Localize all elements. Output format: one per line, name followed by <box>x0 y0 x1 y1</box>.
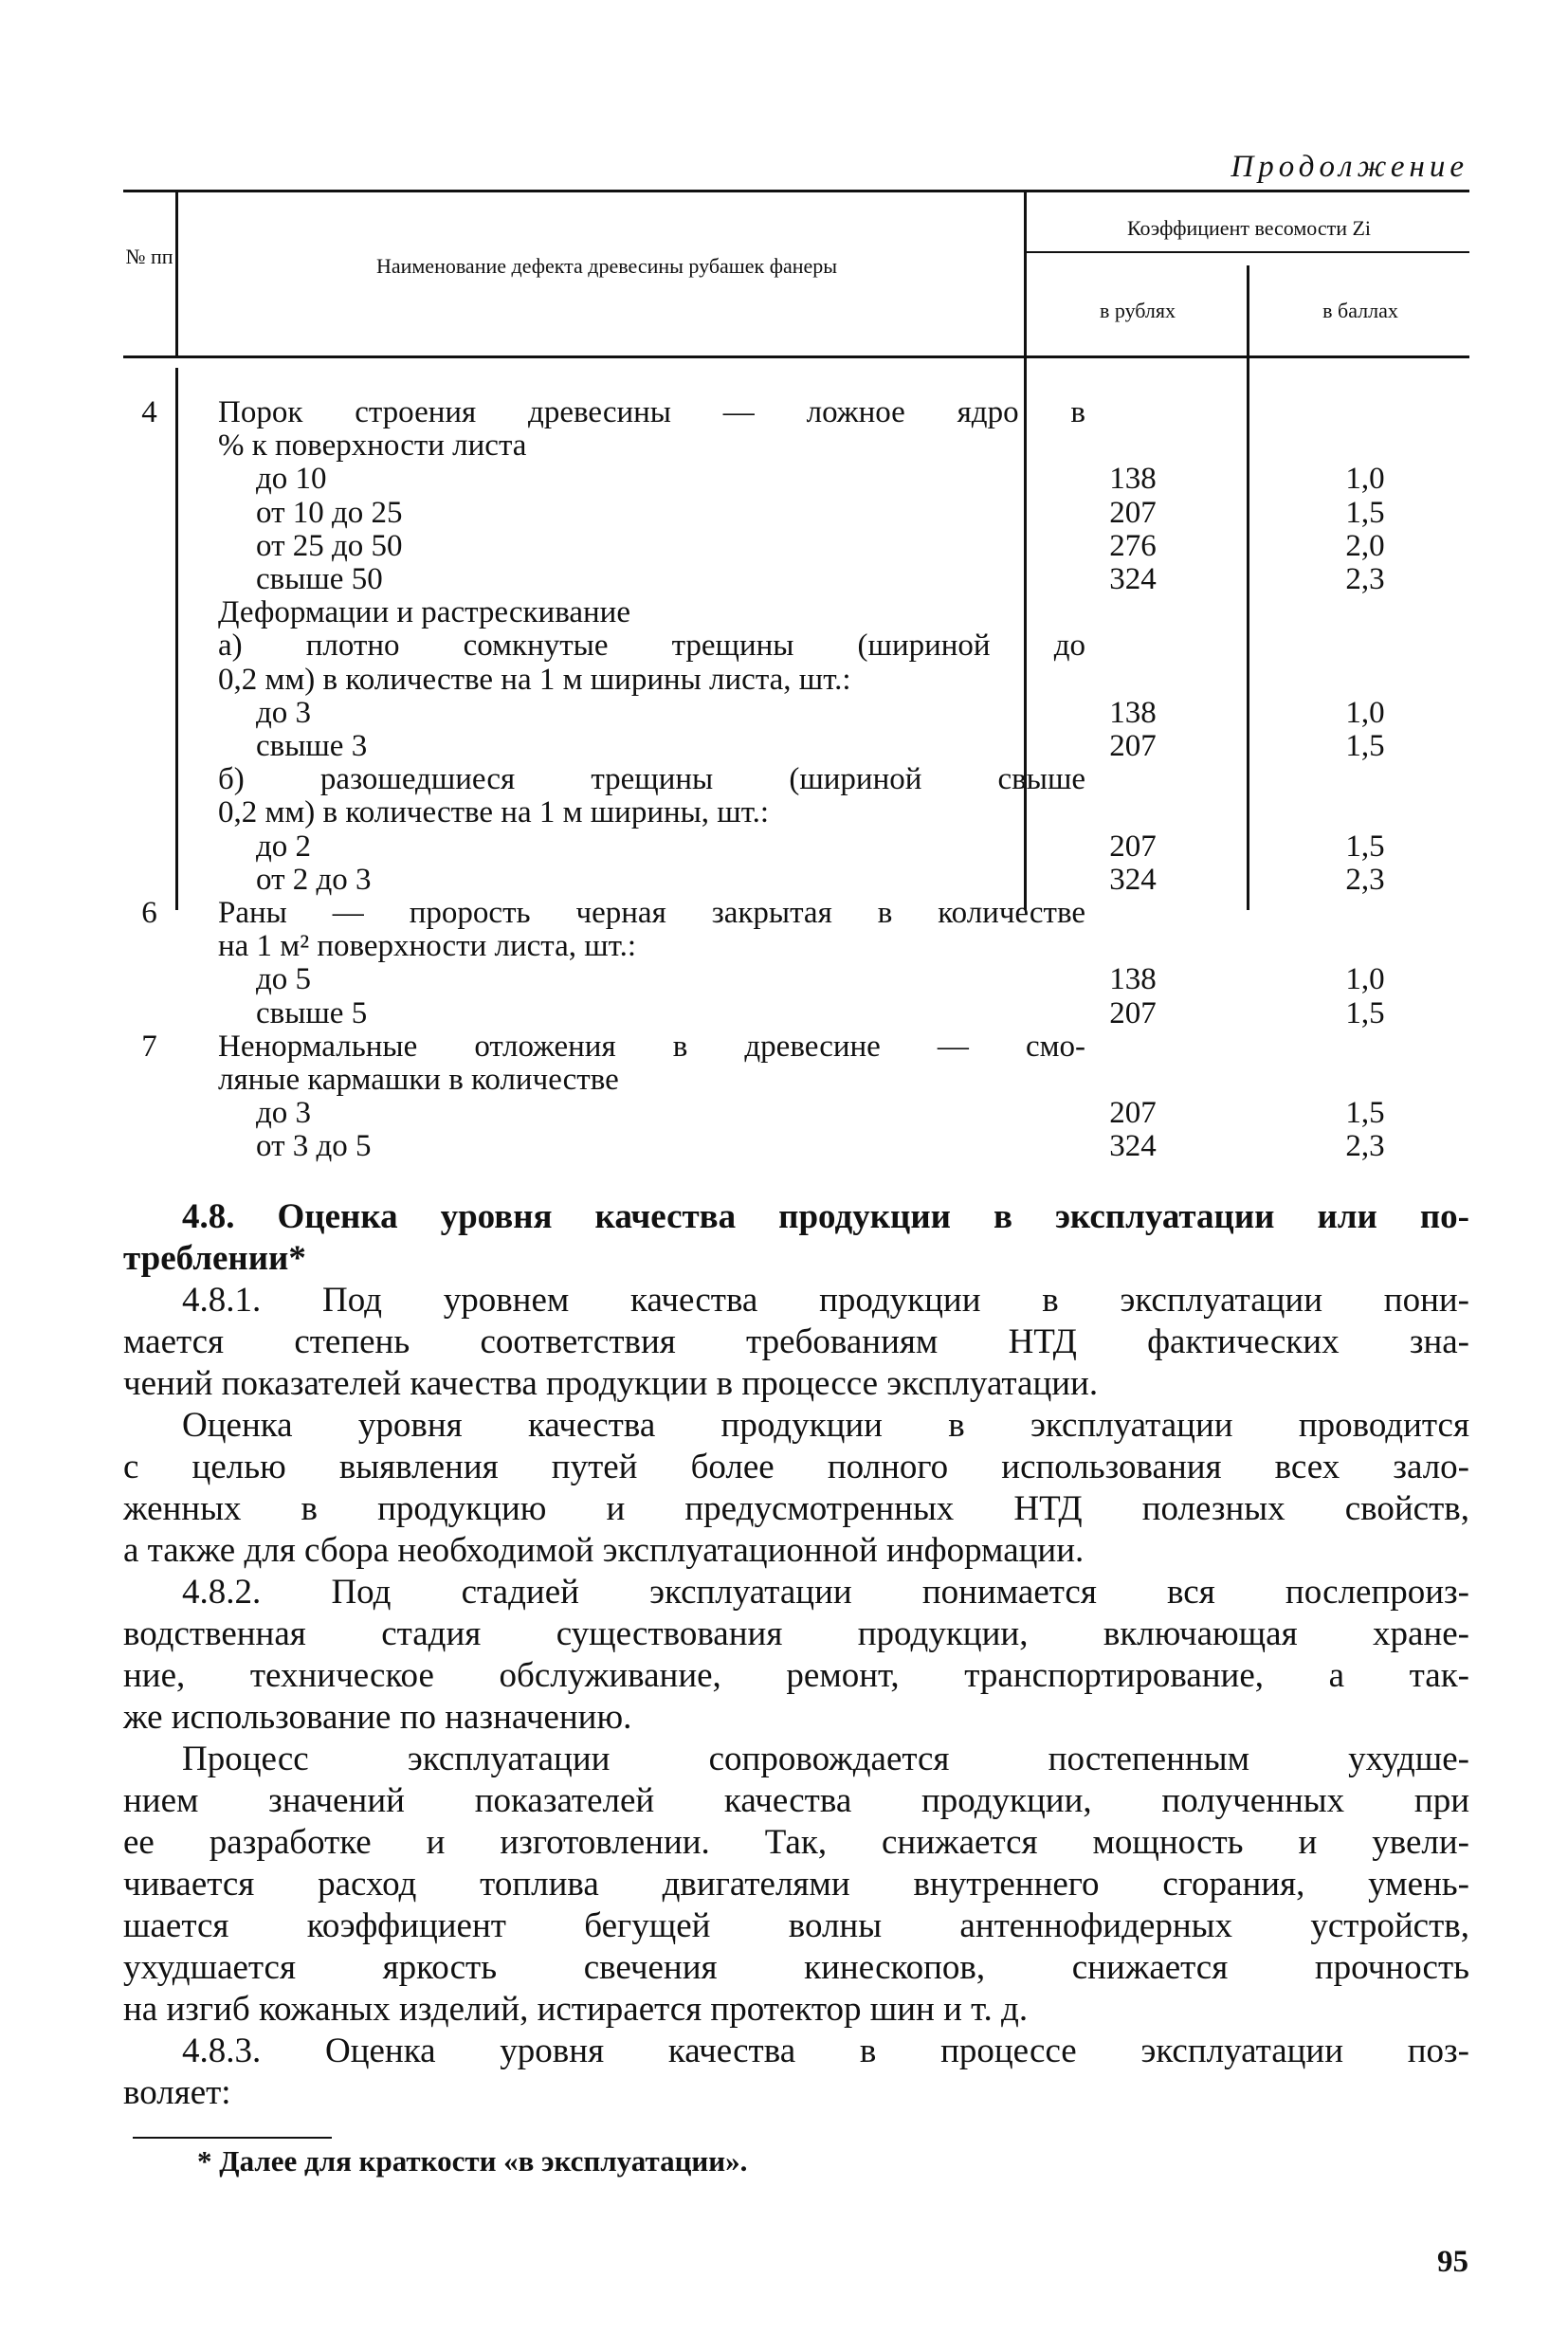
value-points: 1,0 <box>1345 695 1385 730</box>
row-number: 4 <box>141 395 157 429</box>
defect-name: до 3 <box>256 1096 312 1131</box>
value-rubles: 324 <box>1109 562 1157 596</box>
table-row <box>123 763 1469 796</box>
text-line: 4.8.2. Под стадией эксплуатации понимается вся послепроиз- <box>182 1573 1469 1612</box>
value-points: 1,5 <box>1345 995 1385 1030</box>
value-rubles: 207 <box>1109 829 1157 864</box>
table-row <box>123 963 1469 996</box>
defect-name: Раны — пророcть черная закрытая в количестве <box>218 896 1085 930</box>
text-line: женных в продукцию и предусмотренных НТД полезных свойств, <box>123 1489 1469 1528</box>
table-row <box>123 830 1469 864</box>
value-rubles: 207 <box>1109 495 1157 530</box>
text-line: чений показателей качества продукции в процессе эксплуатации. <box>123 1364 1099 1403</box>
text-line: 4.8.1. Под уровнем качества продукции в эксплуатации пони- <box>182 1281 1469 1320</box>
text-line: мается степень соответствия требованиям НТД фактических зна- <box>123 1322 1469 1361</box>
section-heading <box>123 1196 1469 1280</box>
continued-label: Продолжение <box>1231 150 1468 184</box>
table-row <box>123 930 1469 963</box>
row-number: 7 <box>141 1029 157 1064</box>
table-row <box>123 1097 1469 1130</box>
col-header-coef: Коэффициент весомости Zi <box>1126 216 1372 240</box>
defect-name: от 3 до 5 <box>256 1129 372 1164</box>
value-points: 1,5 <box>1345 829 1385 864</box>
text-line: воляет: <box>123 2073 231 2112</box>
col-header-name: Наименование дефекта древесины рубашек фанеры <box>375 254 838 278</box>
table-row <box>123 629 1469 663</box>
defect-name: Деформации и растрескивание <box>218 595 630 630</box>
paragraph-process <box>123 1739 1469 2031</box>
table-row <box>123 463 1469 496</box>
defect-name: до 2 <box>256 829 312 864</box>
value-points: 1,5 <box>1345 1096 1385 1131</box>
text-line: Процесс эксплуатации сопровождается постепенным ухудше- <box>182 1740 1469 1778</box>
defect-name: до 5 <box>256 962 312 997</box>
row-number: 6 <box>141 896 157 930</box>
text-line: с целью выявления путей более полного использования всех зало- <box>123 1448 1469 1486</box>
defect-name: Порок строения древесины — ложное ядро в <box>218 395 1085 429</box>
table-row <box>123 497 1469 530</box>
value-rubles: 276 <box>1109 528 1157 563</box>
defect-name: от 10 до 25 <box>256 495 403 530</box>
text-line: нием значений показателей качества продукции, полученных при <box>123 1781 1469 1820</box>
table-row <box>123 1030 1469 1064</box>
footnote-rule <box>133 2137 332 2139</box>
text-line: а также для сбора необходимой эксплуатационной информации. <box>123 1531 1085 1570</box>
text-line: Оценка уровня качества продукции в эксплуатации проводится <box>182 1406 1469 1445</box>
defect-name: на 1 м² поверхности листа, шт.: <box>218 929 637 964</box>
text-line: ухудшается яркость свечения кинескопов, снижается прочность <box>123 1948 1469 1987</box>
defect-name: ляные кармашки в количестве <box>218 1063 619 1097</box>
table-row <box>123 897 1469 930</box>
table-row <box>123 796 1469 829</box>
table-row <box>123 730 1469 763</box>
text-line: же использование по назначению. <box>123 1698 632 1737</box>
paragraph-4-8-2 <box>123 1572 1469 1739</box>
value-points: 1,5 <box>1345 495 1385 530</box>
defect-name: от 2 до 3 <box>256 862 372 897</box>
value-points: 1,5 <box>1345 729 1385 763</box>
table-row <box>123 530 1469 563</box>
value-rubles: 138 <box>1109 962 1157 997</box>
value-rubles: 138 <box>1109 462 1157 497</box>
defect-name: 0,2 мм) в количестве на 1 м ширины, шт.: <box>218 795 770 830</box>
text-line: 4.8.3. Оценка уровня качества в процессе эксплуатации поз- <box>182 2032 1469 2070</box>
value-points: 2,3 <box>1345 862 1385 897</box>
defect-name: до 10 <box>256 462 327 497</box>
table-row <box>123 997 1469 1030</box>
table-top-rule <box>123 190 1469 192</box>
defect-name: до 3 <box>256 695 312 730</box>
value-points: 2,0 <box>1345 528 1385 563</box>
table-row <box>123 429 1469 463</box>
text-line: на изгиб кожаных изделий, истирается протектор шин и т. д. <box>123 1990 1029 2029</box>
value-rubles: 207 <box>1109 1096 1157 1131</box>
text-line: шается коэффициент бегущей волны антеннофидерных устройств, <box>123 1906 1469 1945</box>
paragraph-4-8-3 <box>123 2031 1469 2114</box>
value-points: 1,0 <box>1345 462 1385 497</box>
value-rubles: 324 <box>1109 1129 1157 1164</box>
defect-name: % к поверхности листа <box>218 428 527 464</box>
defect-name: 0,2 мм) в количестве на 1 м ширины листа, шт.: <box>218 662 851 697</box>
defect-name: свыше 5 <box>256 995 368 1030</box>
table-row <box>123 1064 1469 1097</box>
column-divider <box>175 190 178 356</box>
paragraph-4-8-1 <box>123 1280 1469 1405</box>
paragraph-purpose <box>123 1405 1469 1572</box>
table-row <box>123 697 1469 730</box>
value-points: 1,0 <box>1345 962 1385 997</box>
coef-header-rule <box>1024 251 1469 253</box>
col-header-num: № пп <box>125 245 173 268</box>
defect-name: б) разошедшиеся трещины (шириной свыше <box>218 762 1085 797</box>
defect-name: свыше 3 <box>256 729 368 763</box>
value-rubles: 207 <box>1109 729 1157 763</box>
value-rubles: 138 <box>1109 695 1157 730</box>
defect-name: Ненормальные отложения в древесине — смо- <box>218 1029 1085 1064</box>
defect-name: свыше 50 <box>256 562 383 596</box>
col-header-bal: в баллах <box>1322 299 1398 322</box>
table-header-rule <box>123 355 1469 358</box>
value-rubles: 207 <box>1109 995 1157 1030</box>
value-rubles: 324 <box>1109 862 1157 897</box>
table-row <box>123 1130 1469 1163</box>
footnote: * Далее для краткости «в эксплуатации». <box>197 2144 748 2178</box>
defect-name: от 25 до 50 <box>256 528 403 563</box>
value-points: 2,3 <box>1345 1129 1385 1164</box>
col-header-rub: в рублях <box>1099 299 1176 322</box>
heading-line: 4.8. Оценка уровня качества продукции в эксплуатации или по- <box>182 1197 1469 1236</box>
value-points: 2,3 <box>1345 562 1385 596</box>
text-line: ее разработке и изготовлении. Так, снижается мощность и увели- <box>123 1823 1469 1862</box>
text-line: чивается расход топлива двигателями внутреннего сгорания, умень- <box>123 1865 1469 1904</box>
defect-name: а) плотно сомкнутые трещины (шириной до <box>218 629 1085 664</box>
table-row <box>123 396 1469 429</box>
table-row <box>123 563 1469 596</box>
text-line: ние, техническое обслуживание, ремонт, транспортирование, а так- <box>123 1656 1469 1695</box>
page-number: 95 <box>1437 2245 1468 2279</box>
text-line: водственная стадия существования продукции, включающая хране- <box>123 1614 1469 1653</box>
heading-line: треблении* <box>123 1239 306 1278</box>
table-row <box>123 864 1469 897</box>
table-row <box>123 664 1469 697</box>
table-row <box>123 596 1469 629</box>
